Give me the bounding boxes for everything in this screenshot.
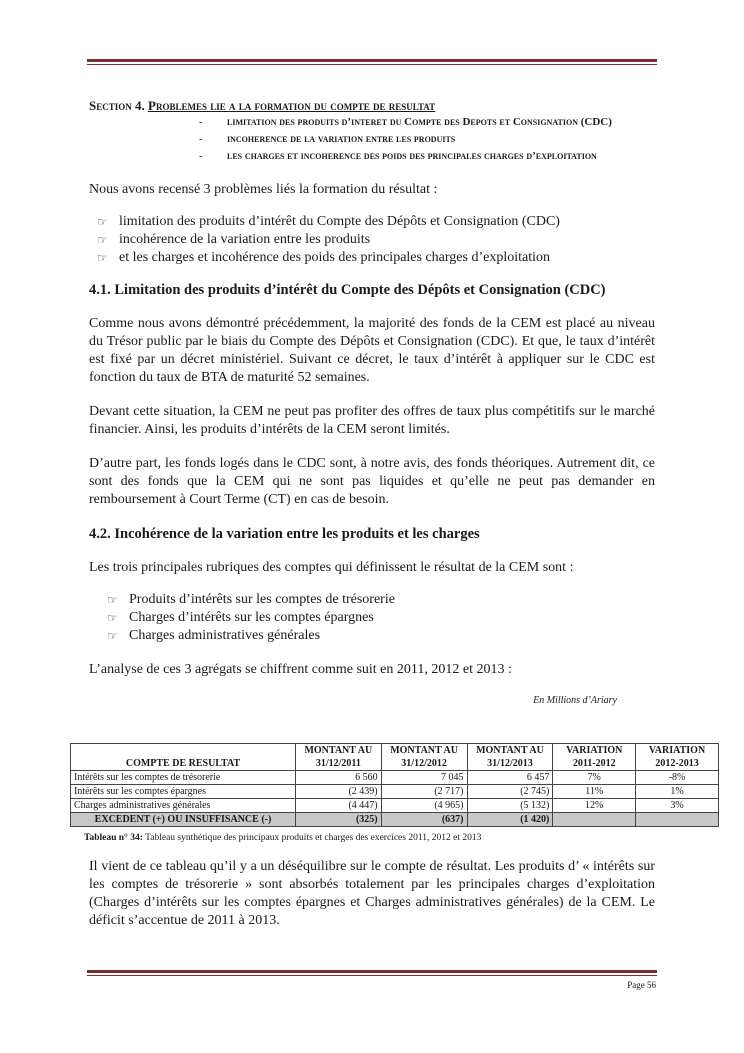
table-header: VARIATION 2011-2012	[553, 744, 636, 771]
cell-value: (2 439)	[296, 785, 382, 799]
row-label: Intérêts sur les comptes de trésorerie	[71, 771, 296, 785]
cell-value: 7 045	[381, 771, 467, 785]
total-value	[636, 813, 719, 827]
cell-value: (5 132)	[467, 799, 553, 813]
cell-value: 12%	[553, 799, 636, 813]
rubrique-list	[107, 591, 655, 645]
cell-value: 1%	[636, 785, 719, 799]
paragraph: D’autre part, les fonds logés dans le CDC sont, à notre avis, des fonds théoriques. Autrement dit, ce sont des fonds que la CEM qui ne sont pas liquides et qu’elle ne peut pas demander en remboursement à Court Terme (CT) en cas de besoin.	[89, 456, 655, 507]
table-caption	[84, 833, 481, 843]
caption-label: Tableau n° 34:	[84, 833, 143, 843]
hand-pointing-icon: ☞	[97, 233, 108, 247]
list-item: ☞ et les charges et incohérence des poids des principales charges d’exploitation	[97, 250, 550, 265]
section-item: - les charges et incoherence des poids des principales charges d’exploitation	[199, 148, 655, 165]
total-value: (325)	[296, 813, 382, 827]
list-item: ☞ Charges administratives générales	[107, 628, 321, 643]
list-item: ☞ Charges d’intérêts sur les comptes épargnes	[107, 610, 374, 625]
intro-paragraph: Nous avons recensé 3 problèmes liés la formation du résultat :	[89, 182, 438, 197]
row-label: Charges administratives générales	[71, 799, 296, 813]
table-header: MONTANT AU 31/12/2013	[467, 744, 553, 771]
list-item: ☞ limitation des produits d’intérêt du Compte des Dépôts et Consignation (CDC)	[97, 214, 560, 229]
section-title: Problemes lie a la formation du compte de resultat	[148, 98, 436, 113]
header-rule	[87, 59, 657, 62]
table-header: MONTANT AU 31/12/2012	[381, 744, 467, 771]
unit-note: En Millions d’Ariary	[533, 695, 617, 706]
section-heading	[89, 98, 655, 114]
section-item: - limitation des produits d’interet du Compte des Depots et Consignation (CDC)	[199, 114, 655, 131]
footer-rule	[87, 970, 657, 973]
cell-value: 3%	[636, 799, 719, 813]
cell-value: (2 745)	[467, 785, 553, 799]
total-value: (637)	[381, 813, 467, 827]
table-header: MONTANT AU 31/12/2011	[296, 744, 382, 771]
heading-4-1: 4.1. Limitation des produits d’intérêt du Compte des Dépôts et Consignation (CDC)	[89, 282, 606, 298]
section-item: - incoherence de la variation entre les produits	[199, 131, 655, 148]
total-value: (1 420)	[467, 813, 553, 827]
section-label: Section 4.	[89, 98, 145, 113]
total-value	[553, 813, 636, 827]
section-items	[199, 114, 655, 165]
table-total-row	[71, 813, 719, 827]
cell-value: (2 717)	[381, 785, 467, 799]
table-row	[71, 785, 719, 799]
paragraph: Il vient de ce tableau qu’il y a un déséquilibre sur le compte de résultat. Les produits d’ « intérêts sur les comptes de trésorerie » sont absorbés totalement par les principales charges d’exploitation (Charges d’intérêts sur les comptes épargnes et Charges administratives générales) de la CEM. Le déficit s’accentue de 2011 à 2013.	[89, 859, 655, 928]
paragraph: Les trois principales rubriques des comptes qui définissent le résultat de la CEM sont :	[89, 560, 574, 575]
problem-list	[97, 213, 655, 267]
cell-value: -8%	[636, 771, 719, 785]
hand-pointing-icon: ☞	[107, 611, 118, 625]
table-header: VARIATION 2012-2013	[636, 744, 719, 771]
table-row	[71, 771, 719, 785]
summary-table	[70, 743, 719, 827]
table-header: COMPTE DE RESULTAT	[71, 744, 296, 771]
table-row	[71, 799, 719, 813]
hand-pointing-icon: ☞	[107, 629, 118, 643]
paragraph: L’analyse de ces 3 agrégats se chiffrent comme suit en 2011, 2012 et 2013 :	[89, 662, 512, 677]
list-item: ☞ incohérence de la variation entre les produits	[97, 232, 371, 247]
total-label: EXCEDENT (+) OU INSUFFISANCE (-)	[71, 813, 296, 827]
caption-text: Tableau synthétique des principaux produits et charges des exercices 2011, 2012 et 2013	[145, 833, 482, 843]
cell-value: 6 457	[467, 771, 553, 785]
paragraph: Devant cette situation, la CEM ne peut pas profiter des offres de taux plus compétitifs sur le marché financier. Ainsi, les produits d’intérêts de la CEM seront limités.	[89, 404, 655, 437]
hand-pointing-icon: ☞	[97, 215, 108, 229]
paragraph: Comme nous avons démontré précédemment, la majorité des fonds de la CEM est placé au niveau du Trésor public par le biais du Compte des Dépôts et Consignation (CDC). Et que, le taux d’intérêt est fixé par un décret ministériel. Suivant ce décret, le taux d’intérêt à appliquer sur le CDC est fonction du taux de BTA de maturité 52 semaines.	[89, 316, 655, 385]
footer-rule-thin	[87, 975, 657, 976]
page-body	[89, 98, 655, 706]
hand-pointing-icon: ☞	[107, 593, 118, 607]
table-header-row	[71, 744, 719, 771]
row-label: Intérêts sur les comptes épargnes	[71, 785, 296, 799]
cell-value: (4 447)	[296, 799, 382, 813]
header-rule-thin	[87, 64, 657, 65]
cell-value: 7%	[553, 771, 636, 785]
cell-value: 6 560	[296, 771, 382, 785]
hand-pointing-icon: ☞	[97, 251, 108, 265]
cell-value: (4 965)	[381, 799, 467, 813]
page-number: Page 56	[627, 980, 656, 990]
conclusion	[89, 858, 655, 930]
list-item: ☞ Produits d’intérêts sur les comptes de trésorerie	[107, 592, 395, 607]
heading-4-2: 4.2. Incohérence de la variation entre les produits et les charges	[89, 526, 480, 542]
cell-value: 11%	[553, 785, 636, 799]
